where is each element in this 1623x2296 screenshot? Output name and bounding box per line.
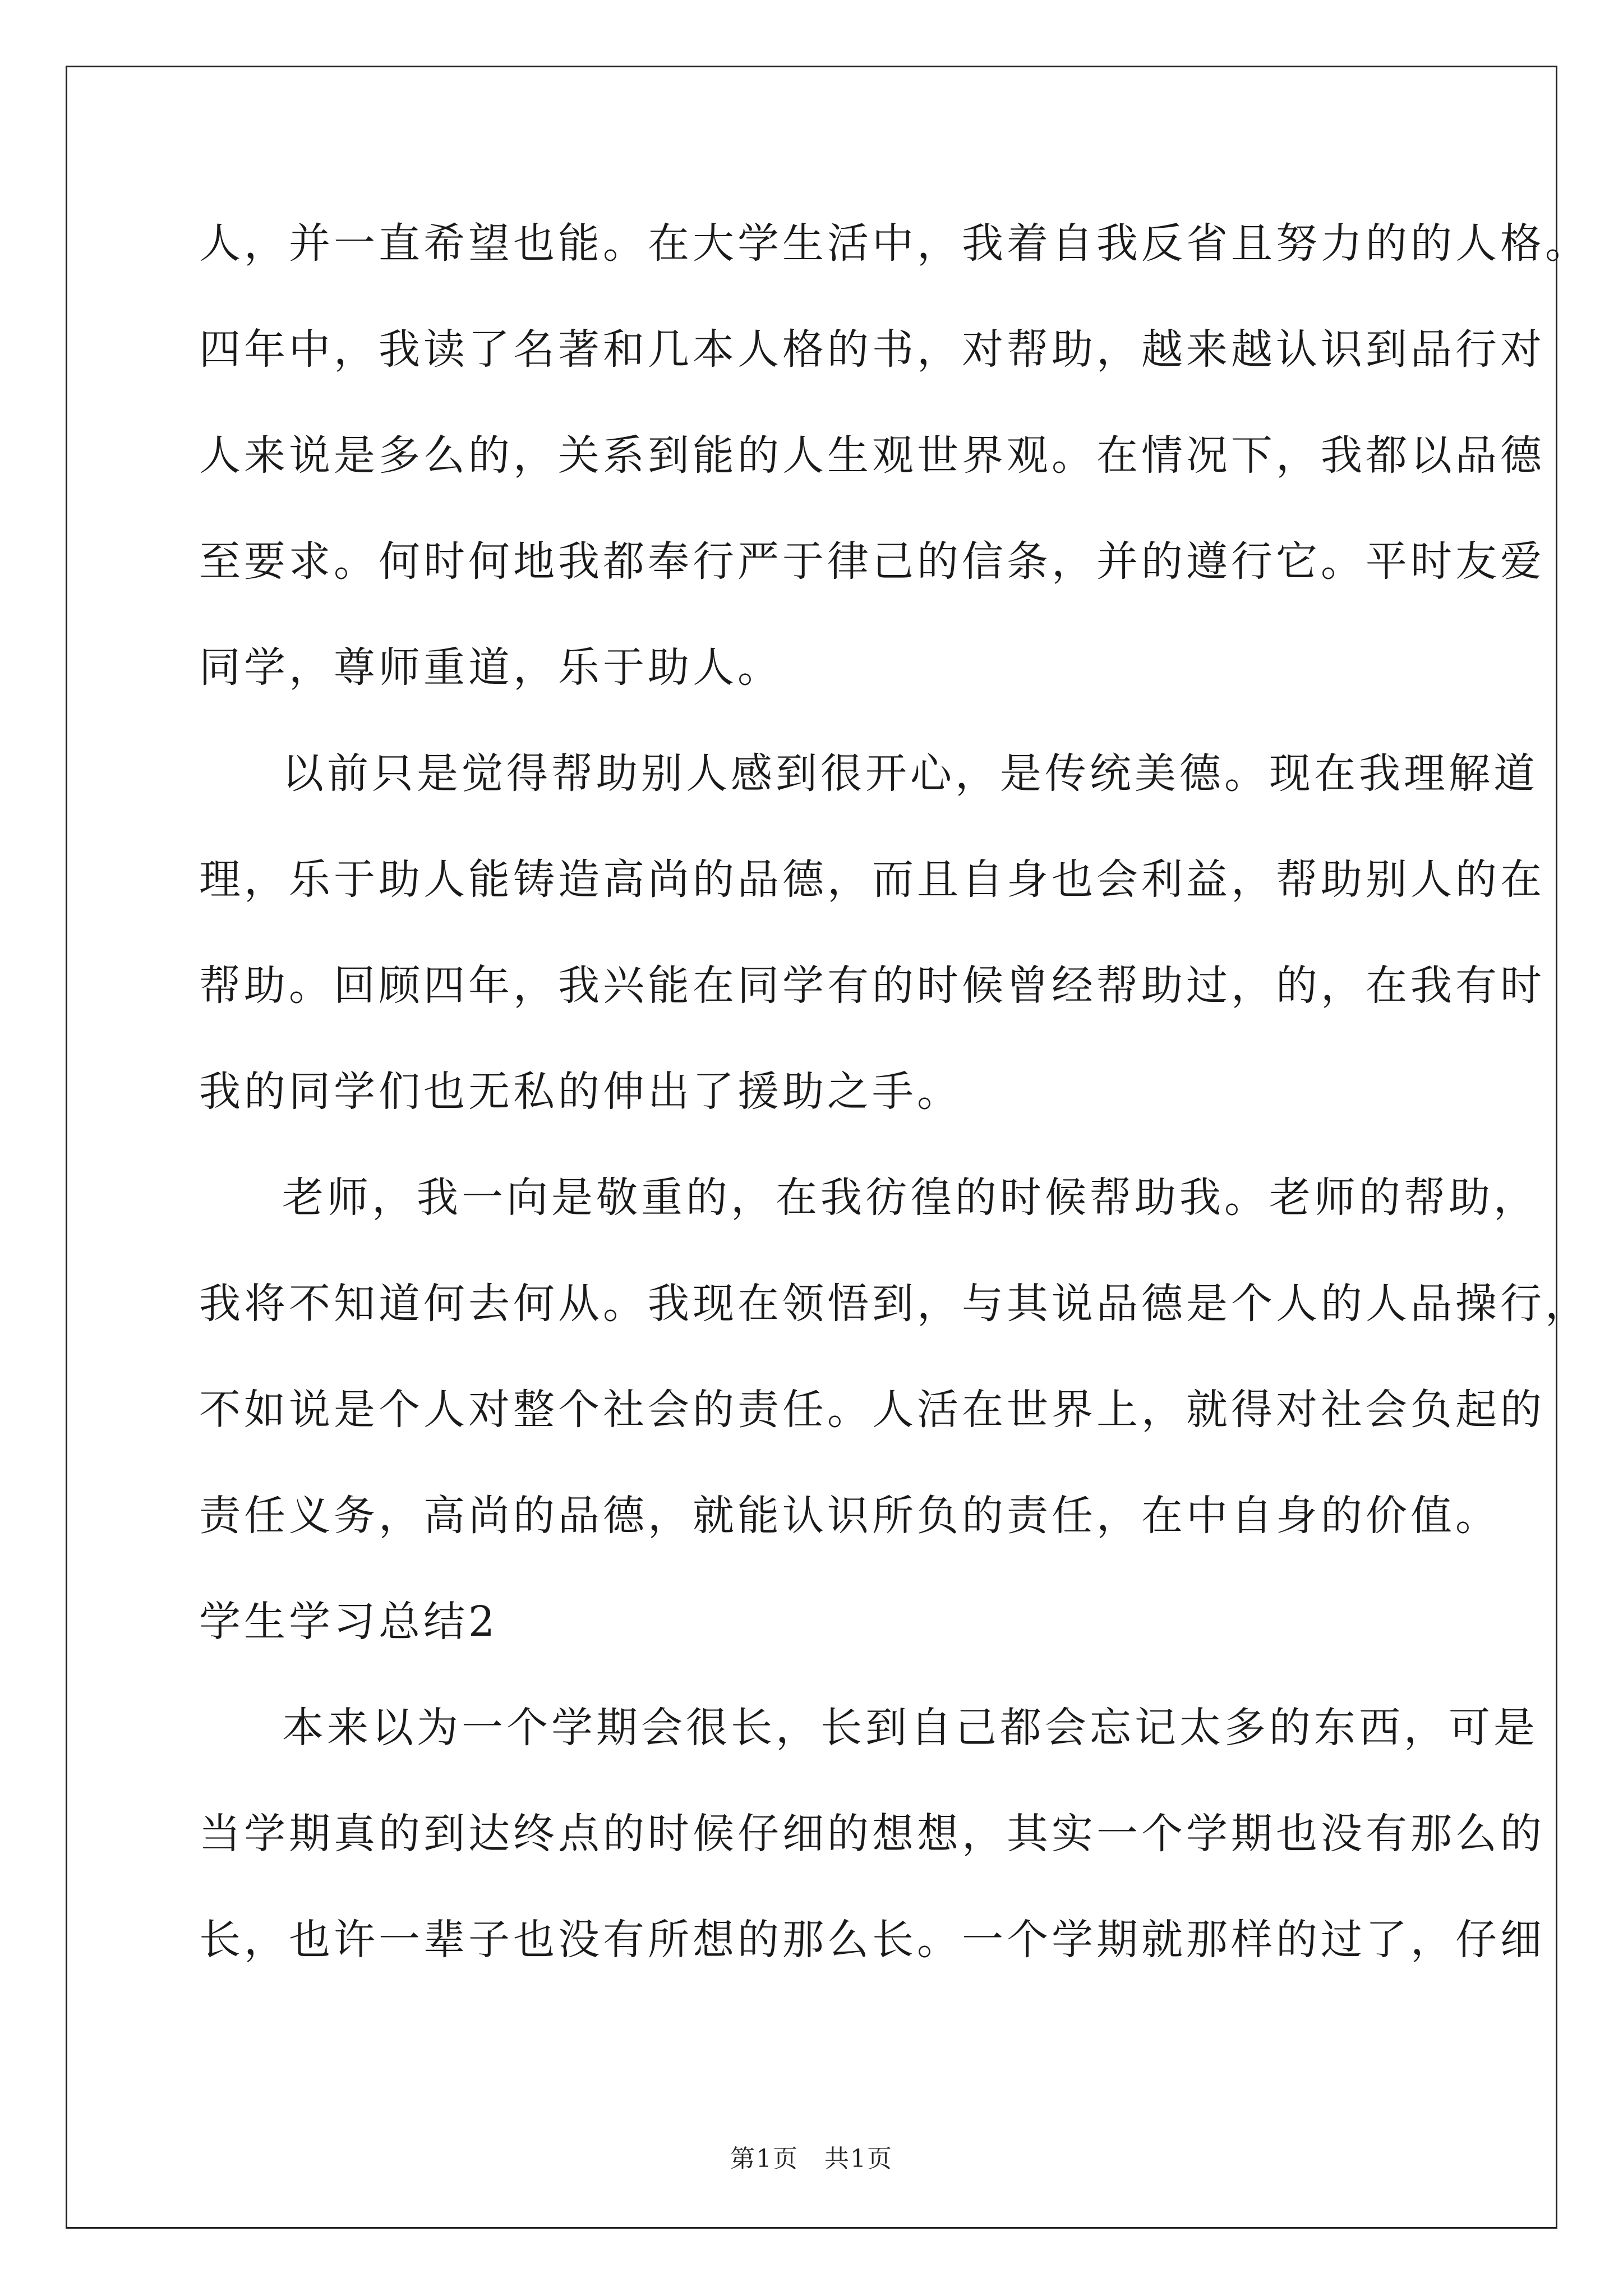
text-line-15: 本来以为一个学期会很长，长到自己都会忘记太多的东西，可是 [282, 1704, 1538, 1752]
text-line-4: 至要求。何时何地我都奉行严于律己的信条，并的遵行它。平时友爱 [199, 537, 1545, 586]
text-line-8: 帮助。回顾四年，我兴能在同学有的时候曾经帮助过，的，在我有时 [199, 961, 1545, 1010]
text-line-1: 人，并一直希望也能。在大学生活中，我着自我反省且努力的的人格。 [199, 219, 1590, 268]
text-line-12: 不如说是个人对整个社会的责任。人活在世界上，就得对社会负起的 [199, 1386, 1545, 1434]
text-line-11: 我将不知道何去何从。我现在领悟到，与其说品德是个人的人品操行， [199, 1280, 1590, 1328]
page-footer: 第1页 共1页 [730, 2145, 893, 2173]
text-line-16: 当学期真的到达终点的时候仔细的想想，其实一个学期也没有那么的 [199, 1810, 1545, 1858]
text-line-17: 长，也许一辈子也没有所想的那么长。一个学期就那样的过了，仔细 [199, 1916, 1545, 1964]
text-line-6: 以前只是觉得帮助别人感到很开心，是传统美德。现在我理解道 [282, 749, 1538, 798]
text-line-2: 四年中，我读了名著和几本人格的书，对帮助，越来越认识到品行对 [199, 325, 1545, 374]
text-line-7: 理，乐于助人能铸造高尚的品德，而且自身也会利益，帮助别人的在 [199, 855, 1545, 904]
section-heading: 学生学习总结2 [199, 1598, 499, 1646]
text-line-5: 同学，尊师重道，乐于助人。 [199, 643, 782, 692]
text-line-10: 老师，我一向是敬重的，在我彷徨的时候帮助我。老师的帮助， [282, 1174, 1538, 1222]
text-line-3: 人来说是多么的，关系到能的人生观世界观。在情况下，我都以品德 [199, 431, 1545, 480]
document-body [199, 191, 1590, 1993]
text-line-9: 我的同学们也无私的伸出了援助之手。 [199, 1068, 962, 1116]
text-line-13: 责任义务，高尚的品德，就能认识所负的责任，在中自身的价值。 [199, 1492, 1500, 1540]
